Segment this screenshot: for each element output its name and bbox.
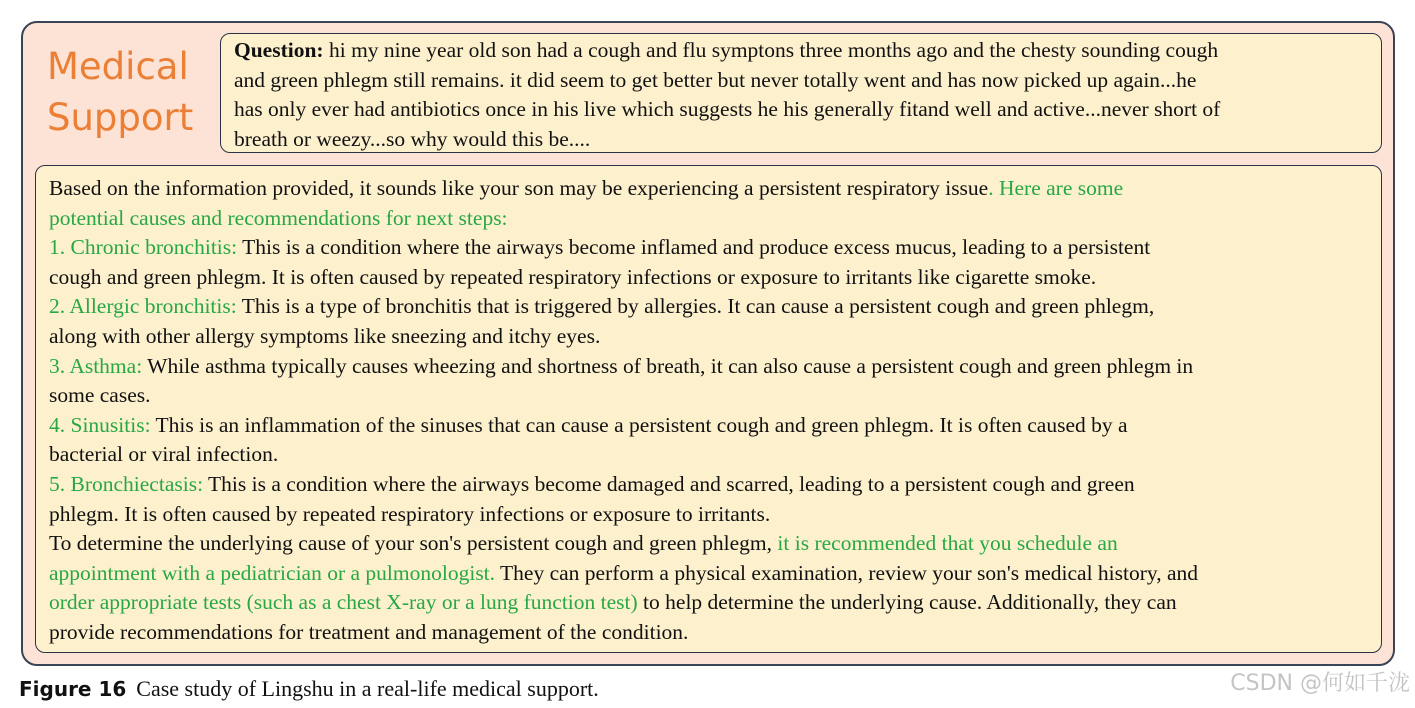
question-line-1: [234, 36, 1369, 66]
conclusion-line-4: provide recommendations for treatment and management of the condition.: [49, 619, 689, 644]
answer-intro-cont: potential causes and recommendations for next steps:: [49, 205, 508, 230]
answer-intro-highlight: . Here are some: [988, 176, 1124, 200]
question-heading: Question:: [234, 38, 324, 62]
conclusion-text: To determine the underlying cause of your son's persistent cough and green phlegm,: [49, 531, 778, 556]
figure-number: Figure 16: [19, 677, 127, 701]
cause-item-3-cont: some cases.: [49, 383, 151, 408]
cause-item-2-cont: along with other allergy symptoms like sneezing and itchy eyes.: [49, 323, 601, 348]
cause-term: 1. Chronic bronchitis:: [49, 235, 238, 260]
cause-item-1: [49, 233, 1369, 263]
conclusion-text: They can perform a physical examination, review your son's medical history, and: [495, 560, 1199, 585]
question-text: hi my nine year old son had a cough and flu symptons three months ago and the chesty sounding cough: [323, 38, 1219, 62]
caption-text: Case study of Lingshu in a real-life medical support.: [136, 676, 599, 701]
answer-intro-text: Based on the information provided, it sounds like your son may be experiencing a persistent respiratory issue: [49, 176, 989, 200]
question-line-4: breath or weezy...so why would this be....: [234, 126, 591, 151]
section-label: [47, 41, 237, 143]
cause-text: This is a type of bronchitis that is triggered by allergies. It can cause a persistent cough and green phlegm,: [236, 294, 1155, 319]
cause-term: 4. Sinusitis:: [49, 412, 151, 437]
cause-item-1-cont: cough and green phlegm. It is often caused by repeated respiratory infections or exposure to irritants like cigarette smoke.: [49, 264, 1097, 289]
question-box: [220, 33, 1382, 153]
watermark: CSDN @何如千泷: [1230, 671, 1410, 696]
cause-item-3: [49, 352, 1369, 382]
cause-text: This is an inflammation of the sinuses that can cause a persistent cough and green phlegm. It is often caused by a: [150, 412, 1128, 437]
cause-item-4: [49, 411, 1369, 441]
section-label-line-1: Medical: [47, 45, 189, 88]
cause-term: 3. Asthma:: [49, 353, 143, 378]
cause-item-4-cont: bacterial or viral infection.: [49, 442, 279, 467]
question-line-3: has only ever had antibiotics once in his live which suggests he his generally fitand well and active...never short of: [234, 97, 1221, 121]
figure-caption: [19, 675, 599, 703]
conclusion-line-1: [49, 529, 1369, 559]
cause-item-5-cont: phlegm. It is often caused by repeated respiratory infections or exposure to irritants.: [49, 501, 771, 526]
cause-term: 5. Bronchiectasis:: [49, 471, 204, 496]
cause-item-2: [49, 292, 1369, 322]
conclusion-text: to help determine the underlying cause. Additionally, they can: [637, 590, 1177, 615]
section-label-line-2: Support: [47, 96, 194, 139]
cause-text: This is a condition where the airways become inflamed and produce excess mucus, leading to a persistent: [237, 235, 1151, 260]
question-line-2: and green phlegm still remains. it did seem to get better but never totally went and has now picked up again...he: [234, 67, 1197, 92]
cause-text: While asthma typically causes wheezing and shortness of breath, it can also cause a persistent cough and green phlegm in: [142, 353, 1194, 378]
cause-text: This is a condition where the airways become damaged and scarred, leading to a persistent cough and green: [203, 471, 1135, 496]
conclusion-highlight: order appropriate tests (such as a chest X-ray or a lung function test): [49, 590, 638, 615]
answer-box: [35, 165, 1382, 653]
answer-intro: [49, 174, 1369, 204]
conclusion-line-3: [49, 588, 1369, 618]
conclusion-highlight: it is recommended that you schedule an: [777, 531, 1118, 556]
conclusion-highlight: appointment with a pediatrician or a pulmonologist.: [49, 560, 496, 585]
conclusion-line-2: [49, 559, 1369, 589]
cause-term: 2. Allergic bronchitis:: [49, 294, 237, 319]
medical-support-panel: [21, 21, 1395, 666]
cause-item-5: [49, 470, 1369, 500]
